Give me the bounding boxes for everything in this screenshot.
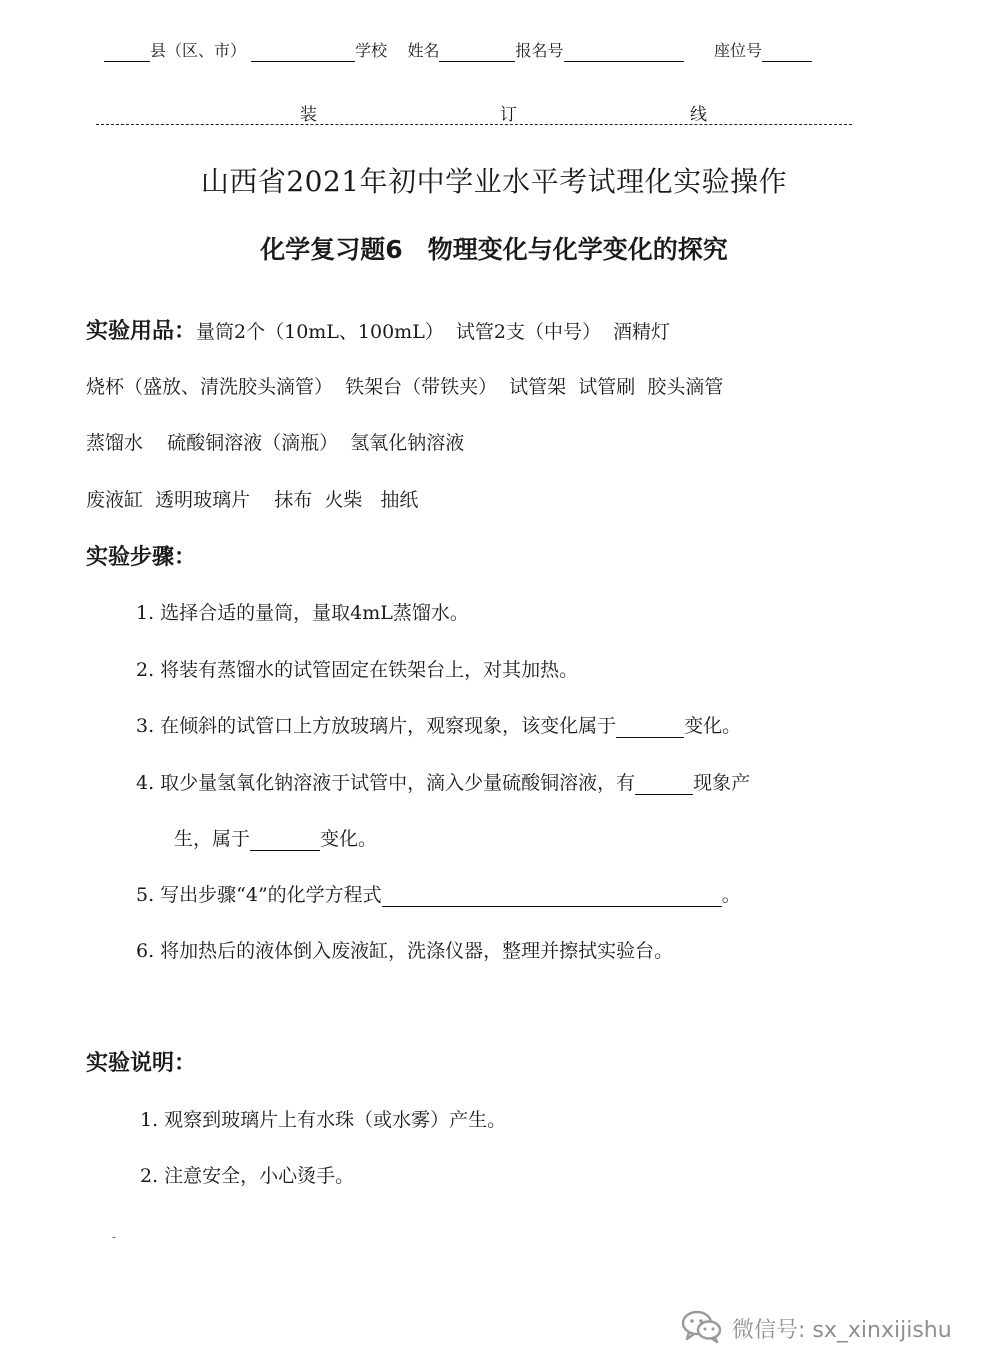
- page-subtitle: 化学复习题6 物理变化与化学变化的探究: [260, 235, 728, 264]
- wechat-icon: [680, 1308, 724, 1348]
- school-label: 学校: [355, 41, 388, 60]
- steps-heading: 实验步骤：: [86, 545, 197, 570]
- notes-heading: 实验说明：: [86, 1051, 197, 1076]
- step-4-end: 变化。: [320, 828, 378, 850]
- county-label: 县（区、市）: [150, 41, 247, 60]
- watermark-text: 微信号: sx_xinxijishu: [732, 1317, 952, 1343]
- exam-no-blank[interactable]: [564, 43, 684, 62]
- materials-heading: 实验用品：: [86, 319, 197, 344]
- step-5-end: 。: [721, 884, 741, 906]
- note-1: 1. 观察到玻璃片上有水珠（或水雾）产生。: [140, 1109, 507, 1131]
- step-4-cont-text: 生，属于: [174, 828, 251, 850]
- seat-no-blank[interactable]: [762, 43, 812, 62]
- name-label: 姓名: [407, 41, 440, 60]
- binding-char-2: 订: [500, 105, 517, 125]
- step-4-mid: 现象产: [693, 772, 751, 794]
- step-2: 2. 将装有蒸馏水的试管固定在铁架台上，对其加热。: [136, 659, 579, 681]
- stray-mark: -: [112, 1230, 117, 1244]
- page-title: 山西省2021年初中学业水平考试理化实验操作: [200, 165, 788, 198]
- materials-first-line: [86, 314, 670, 345]
- step-4-blank-2[interactable]: [250, 832, 320, 851]
- step-4: [136, 768, 750, 795]
- wechat-watermark: [680, 1308, 952, 1348]
- header-info-line: [104, 40, 812, 62]
- materials-line-3: 蒸馏水 硫酸铜溶液（滴瓶） 氢氧化钠溶液: [86, 432, 465, 454]
- materials-line-1: 量筒2个（10mL、100mL） 试管2支（中号） 酒精灯: [196, 321, 671, 343]
- step-3-end: 变化。: [684, 715, 742, 737]
- step-3-blank[interactable]: [616, 719, 684, 738]
- step-4-text: 4. 取少量氢氧化钠溶液于试管中，滴入少量硫酸铜溶液，有: [136, 772, 636, 794]
- note-2: 2. 注意安全，小心烫手。: [140, 1165, 355, 1187]
- binding-char-1: 装: [300, 105, 317, 125]
- step-3: [136, 711, 741, 738]
- step-3-text: 3. 在倾斜的试管口上方放玻璃片，观察现象，该变化属于: [136, 715, 617, 737]
- step-5-text: 5. 写出步骤“4”的化学方程式: [136, 884, 382, 906]
- binding-char-3: 线: [690, 105, 707, 125]
- binding-dashed-line: [96, 124, 852, 125]
- county-blank[interactable]: [104, 43, 150, 62]
- step-4-blank-1[interactable]: [635, 776, 693, 795]
- step-6: 6. 将加热后的液体倒入废液缸，洗涤仪器，整理并擦拭实验台。: [136, 940, 674, 962]
- step-4-continued: [174, 824, 377, 851]
- materials-line-4: 废液缸 透明玻璃片 抹布 火柴 抽纸: [86, 489, 419, 511]
- seat-no-label: 座位号: [714, 41, 763, 60]
- step-5-blank[interactable]: [382, 888, 722, 907]
- name-blank[interactable]: [439, 43, 515, 62]
- materials-line-2: 烧杯（盛放、清洗胶头滴管） 铁架台（带铁夹） 试管架 试管刷 胶头滴管: [86, 376, 724, 398]
- school-blank[interactable]: [251, 43, 355, 62]
- step-1: 1. 选择合适的量筒，量取4mL蒸馏水。: [136, 602, 469, 624]
- exam-no-label: 报名号: [515, 41, 564, 60]
- step-5: [136, 880, 741, 907]
